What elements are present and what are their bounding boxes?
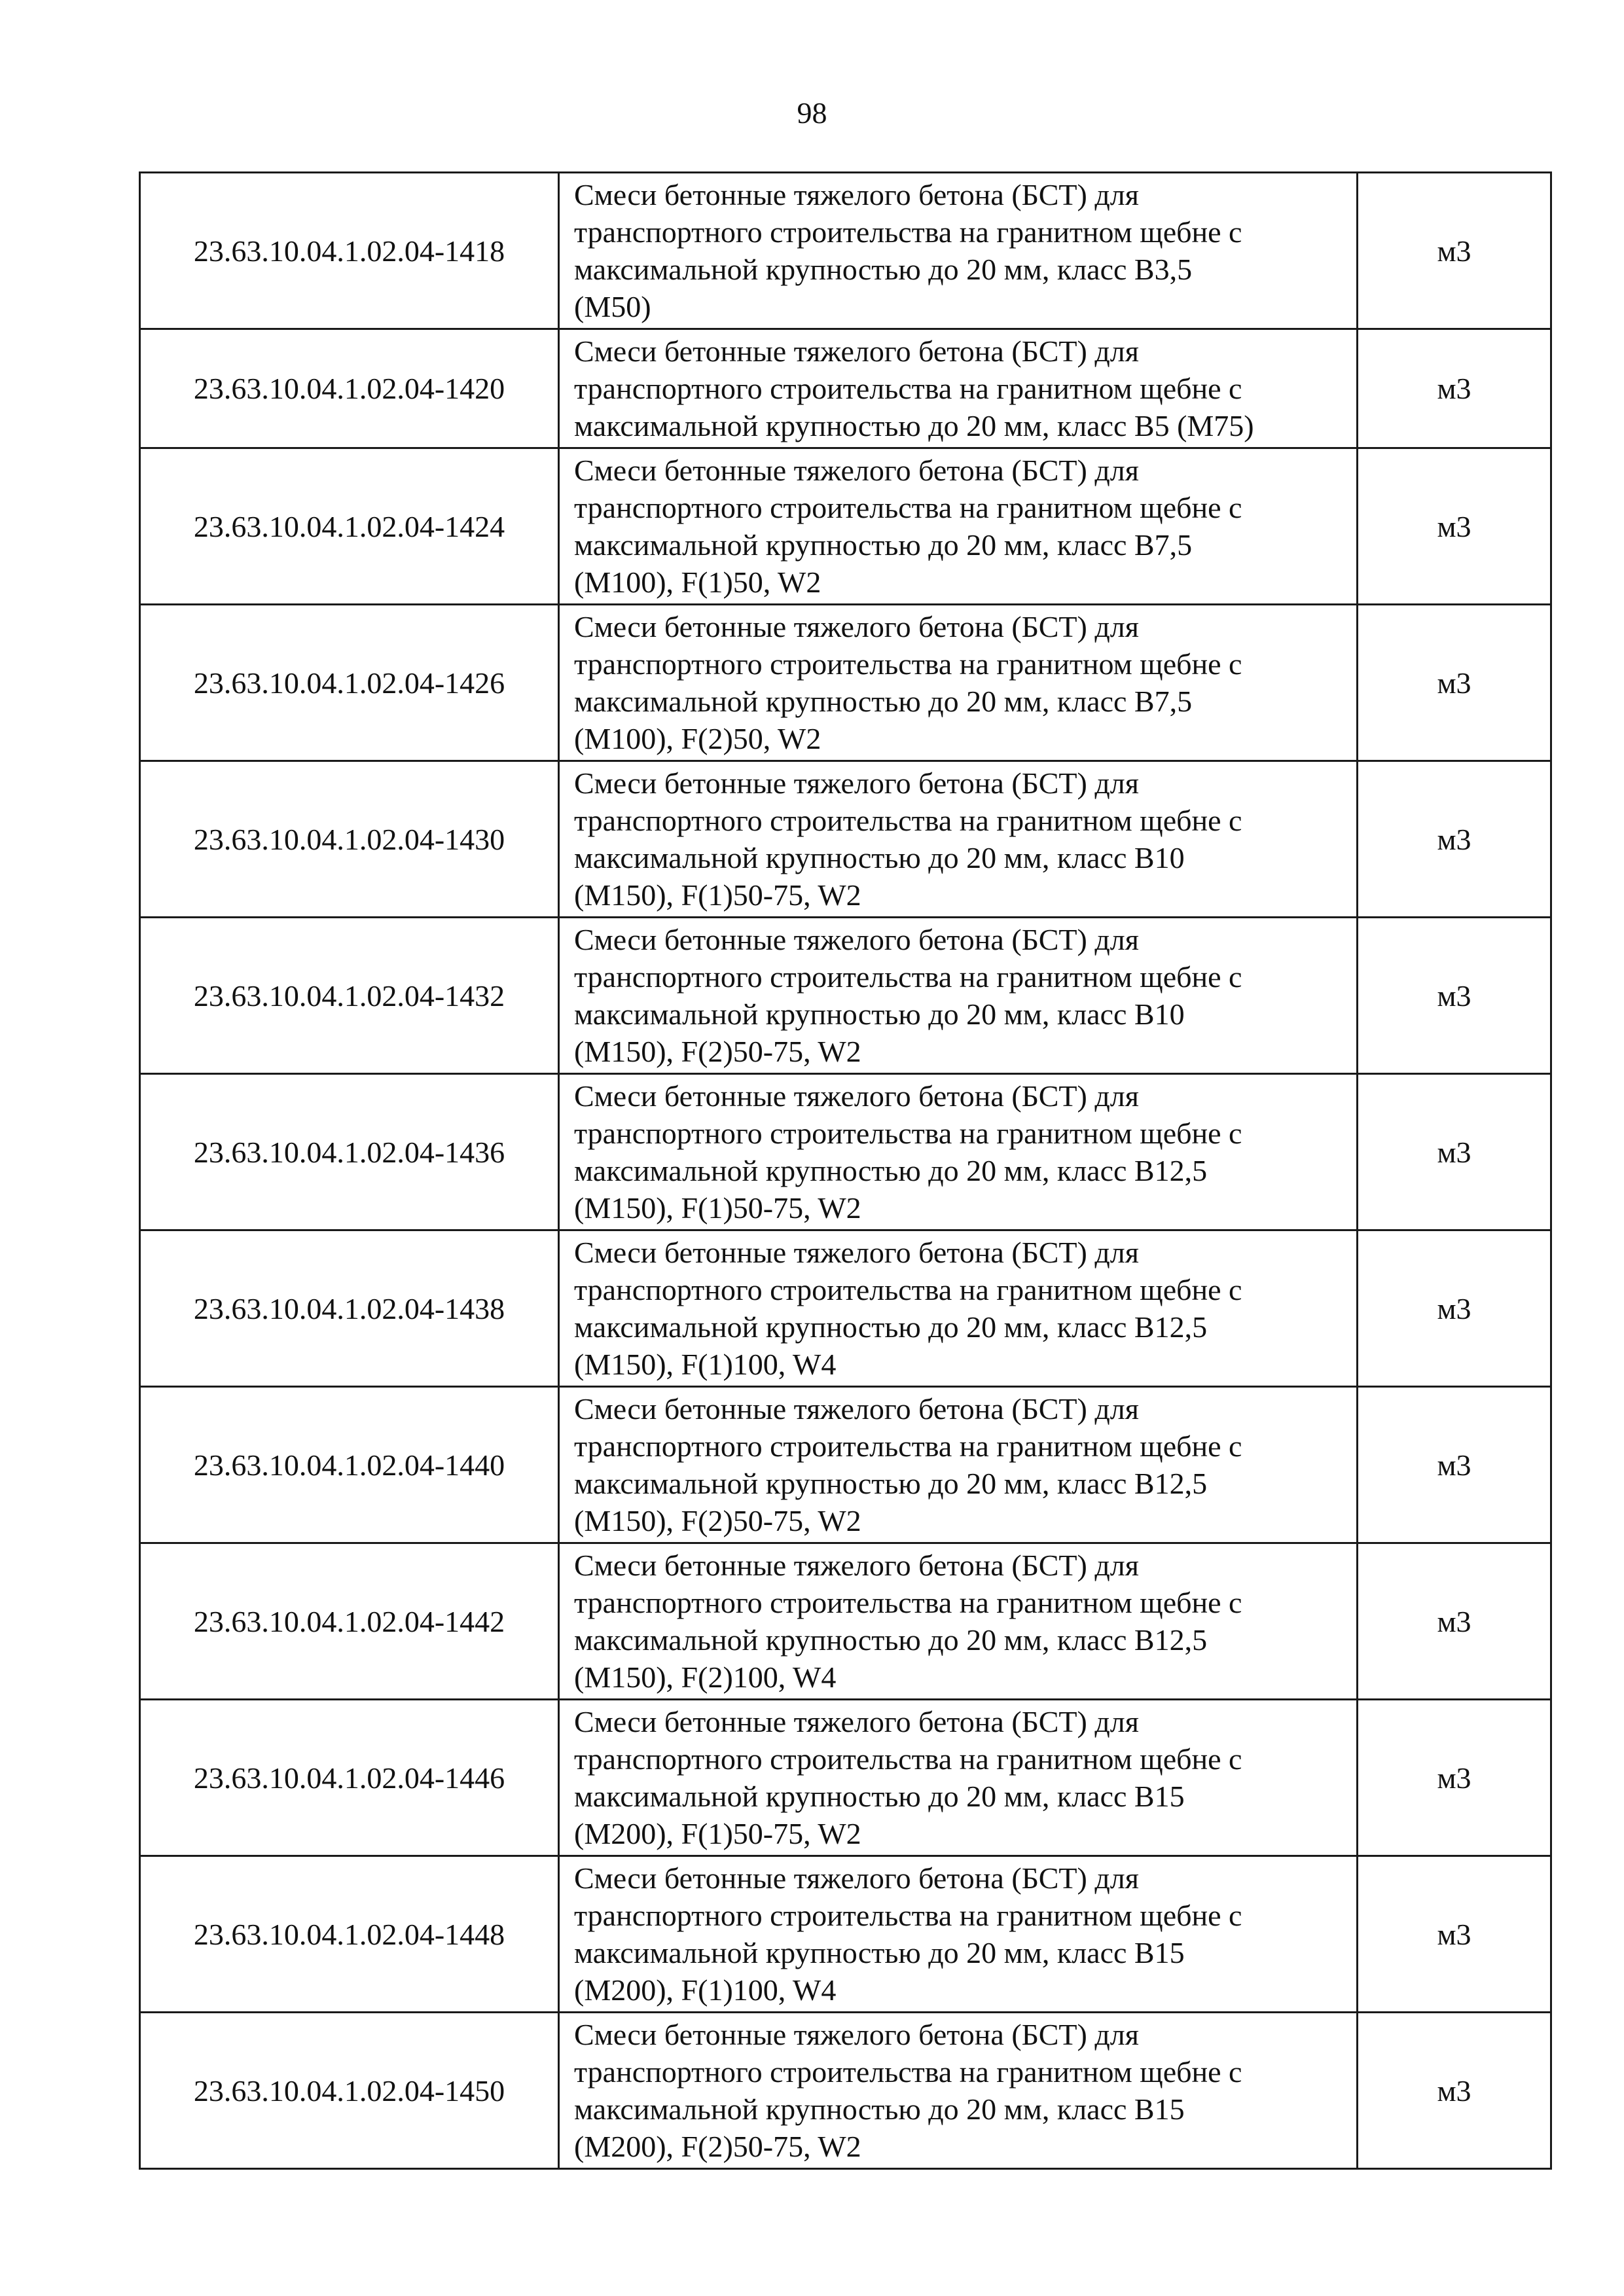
description-line: максимальной крупностью до 20 мм, класс В12,5 xyxy=(574,1154,1208,1187)
description-line: транспортного строительства на гранитном щебне с xyxy=(574,647,1242,681)
description-line: (М150), F(1)50-75, W2 xyxy=(574,1191,861,1225)
table-row xyxy=(140,1074,1551,1230)
resource-code-cell: 23.63.10.04.1.02.04-1436 xyxy=(140,1074,559,1230)
description-line: (М200), F(1)50-75, W2 xyxy=(574,1817,861,1850)
unit-cell: м3 xyxy=(1358,448,1551,605)
description-line: (М200), F(1)100, W4 xyxy=(574,1973,837,2007)
resource-description-cell xyxy=(559,918,1358,1074)
resource-description-cell xyxy=(559,1856,1358,2013)
description-line: Смеси бетонные тяжелого бетона (БСТ) для xyxy=(574,1236,1139,1269)
description-line: максимальной крупностью до 20 мм, класс В5 (М75) xyxy=(574,409,1254,442)
description-line: Смеси бетонные тяжелого бетона (БСТ) для xyxy=(574,923,1139,956)
description-line: максимальной крупностью до 20 мм, класс В12,5 xyxy=(574,1310,1208,1344)
resource-description-cell xyxy=(559,173,1358,329)
description-line: Смеси бетонные тяжелого бетона (БСТ) для xyxy=(574,1705,1139,1738)
description-line: максимальной крупностью до 20 мм, класс В3,5 xyxy=(574,253,1193,286)
description-line: (М100), F(1)50, W2 xyxy=(574,565,821,599)
resource-code-cell: 23.63.10.04.1.02.04-1440 xyxy=(140,1387,559,1543)
unit-cell: м3 xyxy=(1358,1543,1551,1700)
resource-code-cell: 23.63.10.04.1.02.04-1420 xyxy=(140,329,559,448)
description-line: максимальной крупностью до 20 мм, класс В15 xyxy=(574,2092,1185,2126)
description-line: транспортного строительства на гранитном щебне с xyxy=(574,1899,1242,1932)
resource-code-cell: 23.63.10.04.1.02.04-1446 xyxy=(140,1700,559,1856)
table-row xyxy=(140,173,1551,329)
description-line: Смеси бетонные тяжелого бетона (БСТ) для xyxy=(574,1079,1139,1113)
table-row xyxy=(140,1856,1551,2013)
description-line: (М150), F(2)50-75, W2 xyxy=(574,1035,861,1068)
materials-table xyxy=(139,171,1552,2170)
description-line: (М150), F(2)50-75, W2 xyxy=(574,1504,861,1537)
unit-cell: м3 xyxy=(1358,1230,1551,1387)
description-line: максимальной крупностью до 20 мм, класс В7,5 xyxy=(574,528,1193,562)
unit-cell: м3 xyxy=(1358,918,1551,1074)
description-line: максимальной крупностью до 20 мм, класс В10 xyxy=(574,997,1185,1031)
description-line: транспортного строительства на гранитном щебне с xyxy=(574,804,1242,837)
unit-cell: м3 xyxy=(1358,329,1551,448)
description-line: максимальной крупностью до 20 мм, класс В7,5 xyxy=(574,685,1193,718)
table-row xyxy=(140,1230,1551,1387)
resource-code-cell: 23.63.10.04.1.02.04-1448 xyxy=(140,1856,559,2013)
table-row xyxy=(140,448,1551,605)
description-line: (М150), F(1)100, W4 xyxy=(574,1348,837,1381)
description-line: транспортного строительства на гранитном щебне с xyxy=(574,1742,1242,1776)
resource-description-cell xyxy=(559,1074,1358,1230)
resource-code-cell: 23.63.10.04.1.02.04-1424 xyxy=(140,448,559,605)
description-line: транспортного строительства на гранитном щебне с xyxy=(574,491,1242,524)
description-line: максимальной крупностью до 20 мм, класс В12,5 xyxy=(574,1623,1208,1657)
table-row xyxy=(140,1387,1551,1543)
resource-code-cell: 23.63.10.04.1.02.04-1418 xyxy=(140,173,559,329)
description-line: транспортного строительства на гранитном щебне с xyxy=(574,1117,1242,1150)
description-line: максимальной крупностью до 20 мм, класс В15 xyxy=(574,1936,1185,1969)
resource-code-cell: 23.63.10.04.1.02.04-1450 xyxy=(140,2013,559,2169)
table-body xyxy=(140,173,1551,2169)
unit-cell: м3 xyxy=(1358,1700,1551,1856)
resource-description-cell xyxy=(559,1230,1358,1387)
description-line: Смеси бетонные тяжелого бетона (БСТ) для xyxy=(574,2018,1139,2051)
table-row xyxy=(140,329,1551,448)
description-line: транспортного строительства на гранитном щебне с xyxy=(574,1586,1242,1619)
unit-cell: м3 xyxy=(1358,605,1551,761)
resource-code-cell: 23.63.10.04.1.02.04-1442 xyxy=(140,1543,559,1700)
description-line: максимальной крупностью до 20 мм, класс В12,5 xyxy=(574,1467,1208,1500)
resource-description-cell xyxy=(559,1543,1358,1700)
resource-description-cell xyxy=(559,448,1358,605)
description-line: транспортного строительства на гранитном щебне с xyxy=(574,2055,1242,2089)
description-line: (М100), F(2)50, W2 xyxy=(574,722,821,755)
description-line: Смеси бетонные тяжелого бетона (БСТ) для xyxy=(574,1861,1139,1895)
resource-code-cell: 23.63.10.04.1.02.04-1426 xyxy=(140,605,559,761)
description-line: максимальной крупностью до 20 мм, класс В10 xyxy=(574,841,1185,874)
unit-cell: м3 xyxy=(1358,761,1551,918)
description-line: транспортного строительства на гранитном щебне с xyxy=(574,372,1242,405)
description-line: транспортного строительства на гранитном щебне с xyxy=(574,1429,1242,1463)
description-line: транспортного строительства на гранитном щебне с xyxy=(574,1273,1242,1306)
description-line: максимальной крупностью до 20 мм, класс В15 xyxy=(574,1780,1185,1813)
resource-code-cell: 23.63.10.04.1.02.04-1438 xyxy=(140,1230,559,1387)
unit-cell: м3 xyxy=(1358,1387,1551,1543)
table-row xyxy=(140,761,1551,918)
table-row xyxy=(140,605,1551,761)
resource-description-cell xyxy=(559,761,1358,918)
description-line: (М200), F(2)50-75, W2 xyxy=(574,2130,861,2163)
description-line: (М50) xyxy=(574,290,651,323)
resource-description-cell xyxy=(559,329,1358,448)
table-row xyxy=(140,1700,1551,1856)
unit-cell: м3 xyxy=(1358,1856,1551,2013)
description-line: (М150), F(2)100, W4 xyxy=(574,1660,837,1694)
description-line: транспортного строительства на гранитном щебне с xyxy=(574,960,1242,994)
resource-code-cell: 23.63.10.04.1.02.04-1432 xyxy=(140,918,559,1074)
description-line: Смеси бетонные тяжелого бетона (БСТ) для xyxy=(574,1392,1139,1426)
table-row xyxy=(140,1543,1551,1700)
description-line: Смеси бетонные тяжелого бетона (БСТ) для xyxy=(574,1549,1139,1582)
page-number: 98 xyxy=(797,96,827,130)
description-line: Смеси бетонные тяжелого бетона (БСТ) для xyxy=(574,334,1139,368)
unit-cell: м3 xyxy=(1358,1074,1551,1230)
description-line: транспортного строительства на гранитном щебне с xyxy=(574,215,1242,249)
resource-description-cell xyxy=(559,1387,1358,1543)
resource-code-cell: 23.63.10.04.1.02.04-1430 xyxy=(140,761,559,918)
table-row xyxy=(140,2013,1551,2169)
description-line: Смеси бетонные тяжелого бетона (БСТ) для xyxy=(574,454,1139,487)
resource-description-cell xyxy=(559,1700,1358,1856)
resource-description-cell xyxy=(559,605,1358,761)
description-line: Смеси бетонные тяжелого бетона (БСТ) для xyxy=(574,178,1139,211)
unit-cell: м3 xyxy=(1358,173,1551,329)
description-line: Смеси бетонные тяжелого бетона (БСТ) для xyxy=(574,766,1139,800)
description-line: (М150), F(1)50-75, W2 xyxy=(574,878,861,912)
table-row xyxy=(140,918,1551,1074)
description-line: Смеси бетонные тяжелого бетона (БСТ) для xyxy=(574,610,1139,643)
resource-description-cell xyxy=(559,2013,1358,2169)
unit-cell: м3 xyxy=(1358,2013,1551,2169)
